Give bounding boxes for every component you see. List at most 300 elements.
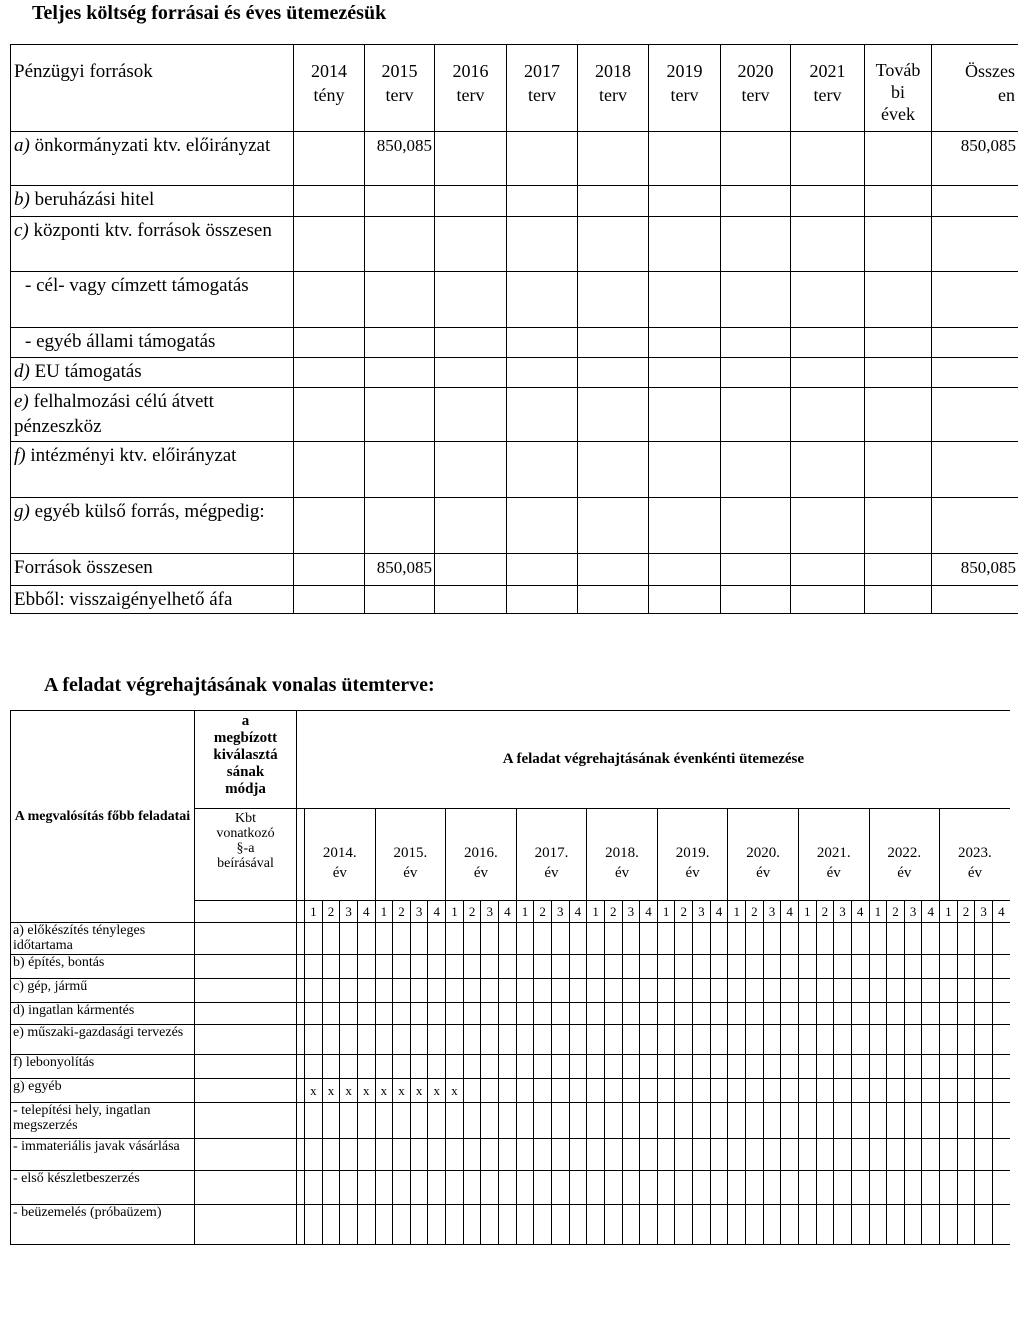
quarter-label: 4: [781, 901, 799, 923]
quarter-cell: [322, 1055, 340, 1079]
quarter-cell: [904, 955, 922, 979]
quarter-cell: [428, 923, 446, 955]
quarter-cell: [728, 1205, 746, 1245]
quarter-cell: [728, 1025, 746, 1055]
quarter-cell: [869, 1003, 887, 1025]
quarter-cell: [446, 1055, 464, 1079]
quarter-cell: [940, 1079, 958, 1103]
quarter-cell: [640, 923, 658, 955]
value-total: 850,085: [932, 554, 1019, 586]
quarter-cell: [816, 923, 834, 955]
quarter-label: 3: [904, 901, 922, 923]
selection-cell: [195, 1171, 297, 1205]
quarter-cell: [410, 1139, 428, 1171]
quarter-cell: [887, 1139, 905, 1171]
task-row: [11, 1055, 1011, 1079]
value-cell: [507, 442, 578, 498]
value-cell: [865, 498, 932, 554]
quarter-cell: [410, 979, 428, 1003]
spacer-cell: [297, 1103, 305, 1139]
quarter-cell: [375, 1055, 393, 1079]
table1-row: [11, 554, 1019, 586]
value-total: [932, 358, 1019, 388]
quarter-cell: [957, 923, 975, 955]
year-label: 2023.: [958, 845, 992, 861]
quarter-cell: [887, 955, 905, 979]
value-cell: [507, 358, 578, 388]
quarter-cell: [481, 955, 499, 979]
quarter-cell: [569, 1025, 587, 1055]
quarter-cell: [904, 979, 922, 1003]
quarter-cell: [763, 979, 781, 1003]
quarter-cell: [851, 1025, 869, 1055]
quarter-cell: [481, 1025, 499, 1055]
value-cell: [294, 186, 365, 217]
quarter-cell: [410, 1171, 428, 1205]
quarter-label: 1: [446, 901, 464, 923]
year-label: 2018.: [605, 845, 639, 861]
quarter-cell: [534, 979, 552, 1003]
quarter-cell: [940, 1103, 958, 1139]
value-cell: [578, 498, 649, 554]
quarter-cell: [322, 1103, 340, 1139]
quarter-cell: [446, 1103, 464, 1139]
quarter-cell: [992, 1171, 1010, 1205]
quarter-cell: [393, 923, 411, 955]
quarter-cell: [569, 1079, 587, 1103]
quarter-cell: [992, 1003, 1010, 1025]
quarter-cell: [393, 1003, 411, 1025]
quarter-cell: [357, 1103, 375, 1139]
selection-cell: [195, 1025, 297, 1055]
year-suffix: év: [756, 865, 771, 881]
source-text: egyéb külső forrás, mégpedig:: [34, 501, 265, 522]
year-suffix: év: [473, 865, 488, 881]
quarter-cell: [992, 923, 1010, 955]
value-cell: [294, 358, 365, 388]
task-label: a) előkészítés tényleges időtartama: [11, 923, 195, 955]
selection-line: kiválasztá: [213, 747, 278, 763]
quarter-cell: [516, 1205, 534, 1245]
quarter-cell: [922, 979, 940, 1003]
source-prefix: e): [14, 391, 29, 412]
value-cell: [578, 328, 649, 358]
quarter-cell: [710, 1003, 728, 1025]
task-label: d) ingatlan kármentés: [11, 1003, 195, 1025]
quarter-cell: [693, 1205, 711, 1245]
task-label: - immateriális javak vásárlása: [11, 1139, 195, 1171]
task-label: - beüzemelés (próbaüzem): [11, 1205, 195, 1245]
quarter-cell: [499, 923, 517, 955]
quarter-cell: [604, 979, 622, 1003]
task-row: [11, 979, 1011, 1003]
value-cell: [294, 328, 365, 358]
source-label: [11, 132, 294, 186]
table1-row: [11, 217, 1019, 272]
quarter-cell: [622, 1055, 640, 1079]
quarter-cell: [675, 1205, 693, 1245]
quarter-cell: [710, 923, 728, 955]
quarter-cell: [534, 923, 552, 955]
header-year: [798, 809, 869, 901]
source-prefix: g): [14, 501, 30, 522]
quarter-cell: [904, 1079, 922, 1103]
quarter-cell: [587, 1103, 605, 1139]
quarter-cell: [357, 1171, 375, 1205]
quarter-label: 3: [410, 901, 428, 923]
quarter-cell: [428, 955, 446, 979]
quarter-cell: [781, 1205, 799, 1245]
quarter-cell: [781, 979, 799, 1003]
header-year: [516, 809, 587, 901]
table1-header-row: [11, 45, 1019, 132]
value-cell: [791, 586, 865, 614]
quarter-cell: [922, 1003, 940, 1025]
quarter-cell: [446, 1003, 464, 1025]
quarter-cell: [710, 1139, 728, 1171]
source-prefix: f): [14, 445, 26, 466]
value-cell: [865, 388, 932, 442]
source-text: - cél- vagy címzett támogatás: [25, 275, 249, 296]
quarter-cell: [728, 1171, 746, 1205]
quarter-cell: [393, 1205, 411, 1245]
source-prefix: c): [14, 220, 29, 241]
quarter-cell: [322, 1205, 340, 1245]
quarter-cell: [834, 979, 852, 1003]
quarter-cell: [710, 1079, 728, 1103]
value-cell: [721, 272, 791, 328]
quarter-cell: [499, 955, 517, 979]
quarter-cell: [975, 1025, 993, 1055]
quarter-cell: [781, 955, 799, 979]
quarter-cell: [587, 1171, 605, 1205]
source-prefix: d): [14, 361, 30, 382]
source-text: beruházási hitel: [34, 189, 155, 210]
task-row: [11, 1025, 1011, 1055]
quarter-label: 4: [357, 901, 375, 923]
value-cell: [791, 328, 865, 358]
quarter-label: 1: [375, 901, 393, 923]
quarter-label: 4: [992, 901, 1010, 923]
quarter-label: 3: [975, 901, 993, 923]
quarter-cell: [569, 1139, 587, 1171]
year-suffix: év: [614, 865, 630, 881]
value-cell: [791, 554, 865, 586]
quarter-cell: [640, 1171, 658, 1205]
quarter-cell: [781, 1079, 799, 1103]
quarter-cell: [851, 979, 869, 1003]
quarter-cell: [587, 1003, 605, 1025]
value-total: [932, 388, 1019, 442]
quarter-cell: [569, 1103, 587, 1139]
quarter-cell: [305, 1205, 323, 1245]
quarter-cell: [622, 1025, 640, 1055]
value-2015: [365, 358, 435, 388]
source-prefix: a): [14, 135, 30, 156]
quarter-cell: [587, 1025, 605, 1055]
quarter-cell: [816, 1171, 834, 1205]
quarter-cell: [622, 1205, 640, 1245]
quarter-cell: [746, 979, 764, 1003]
task-row: [11, 1205, 1011, 1245]
quarter-cell: [763, 1205, 781, 1245]
source-text: - egyéb állami támogatás: [25, 331, 216, 352]
value-cell: [721, 186, 791, 217]
quarter-cell: [305, 1171, 323, 1205]
quarter-cell: [604, 1171, 622, 1205]
quarter-label: 4: [922, 901, 940, 923]
source-label: [11, 358, 294, 388]
value-cell: [294, 217, 365, 272]
quarter-cell: [798, 955, 816, 979]
quarter-cell: [657, 979, 675, 1003]
value-cell: [721, 498, 791, 554]
quarter-cell: [322, 1139, 340, 1171]
year-label: 2022.: [887, 845, 922, 861]
quarter-cell: x: [410, 1079, 428, 1103]
value-cell: [865, 186, 932, 217]
quarter-cell: [393, 1139, 411, 1171]
quarter-cell: [657, 1055, 675, 1079]
quarter-cell: [992, 1103, 1010, 1139]
quarter-cell: [975, 979, 993, 1003]
value-cell: [578, 358, 649, 388]
spacer-cell: [297, 1079, 305, 1103]
header-year-2019: 2019 terv: [649, 45, 721, 132]
quarter-cell: [904, 1003, 922, 1025]
task-label: - telepítési hely, ingatlan megszerzés: [11, 1103, 195, 1139]
quarter-cell: [851, 1079, 869, 1103]
quarter-cell: [622, 923, 640, 955]
value-cell: [791, 132, 865, 186]
value-cell: [294, 132, 365, 186]
quarter-label: 2: [887, 901, 905, 923]
spacer-cell: [297, 1205, 305, 1245]
quarter-cell: [887, 979, 905, 1003]
value-cell: [435, 358, 507, 388]
header-year-2014: 2014 tény: [294, 45, 365, 132]
quarter-cell: [887, 1079, 905, 1103]
quarter-cell: [675, 1003, 693, 1025]
value-cell: [435, 388, 507, 442]
value-cell: [649, 498, 721, 554]
quarter-cell: [622, 1103, 640, 1139]
quarter-cell: [481, 1139, 499, 1171]
quarter-cell: [516, 1103, 534, 1139]
quarter-cell: [499, 1139, 517, 1171]
quarter-cell: [922, 1055, 940, 1079]
quarter-cell: [640, 1139, 658, 1171]
quarter-cell: [763, 1103, 781, 1139]
quarter-cell: [375, 955, 393, 979]
quarter-cell: [922, 1205, 940, 1245]
quarter-cell: [693, 955, 711, 979]
quarter-cell: [763, 1079, 781, 1103]
quarter-cell: [428, 979, 446, 1003]
quarter-cell: [816, 1079, 834, 1103]
quarter-cell: [393, 1025, 411, 1055]
quarter-cell: [781, 1025, 799, 1055]
quarter-cell: [463, 1139, 481, 1171]
quarter-cell: [481, 923, 499, 955]
quarter-cell: [357, 1205, 375, 1245]
quarter-cell: [604, 923, 622, 955]
value-cell: [507, 586, 578, 614]
quarter-cell: [922, 1103, 940, 1139]
quarter-cell: [463, 1003, 481, 1025]
source-text: felhalmozási célú átvett pénzeszköz: [14, 391, 214, 437]
task-label: e) műszaki-gazdasági tervezés: [11, 1025, 195, 1055]
quarter-cell: [305, 1139, 323, 1171]
quarter-cell: [393, 979, 411, 1003]
task-row: [11, 1139, 1011, 1171]
header-further-years: Továb bi évek: [865, 45, 932, 132]
quarter-cell: [746, 1205, 764, 1245]
value-cell: [721, 328, 791, 358]
quarter-cell: [957, 1025, 975, 1055]
header-year: [305, 809, 376, 901]
quarter-cell: [534, 1171, 552, 1205]
quarter-cell: [410, 1003, 428, 1025]
quarter-cell: [834, 1171, 852, 1205]
header-year-2018: 2018 terv: [578, 45, 649, 132]
quarter-cell: [904, 1171, 922, 1205]
quarter-cell: [569, 1003, 587, 1025]
selection-cell: [195, 1205, 297, 1245]
value-cell: [507, 132, 578, 186]
quarter-cell: [534, 1055, 552, 1079]
quarter-cell: [375, 1139, 393, 1171]
value-cell: [865, 554, 932, 586]
quarter-label: 4: [710, 901, 728, 923]
header-year: [940, 809, 1010, 901]
value-cell: [507, 272, 578, 328]
selection-cell: [195, 1139, 297, 1171]
value-2015: [365, 498, 435, 554]
quarter-cell: [869, 1171, 887, 1205]
quarter-cell: [693, 1171, 711, 1205]
quarter-cell: [922, 923, 940, 955]
quarter-cell: [693, 1079, 711, 1103]
quarter-cell: [569, 979, 587, 1003]
quarter-cell: [516, 979, 534, 1003]
quarter-cell: [781, 1055, 799, 1079]
table1-row: [11, 272, 1019, 328]
quarter-cell: [940, 955, 958, 979]
table1-row: [11, 498, 1019, 554]
quarter-cell: [922, 1079, 940, 1103]
quarter-cell: [975, 1055, 993, 1079]
quarter-cell: [375, 923, 393, 955]
value-cell: [649, 358, 721, 388]
value-cell: [507, 498, 578, 554]
quarter-cell: [622, 1139, 640, 1171]
kbt-line: Kbt: [235, 811, 256, 826]
header-selection-method: [195, 711, 297, 809]
quarter-cell: [463, 1171, 481, 1205]
quarter-label: 2: [322, 901, 340, 923]
quarter-cell: [640, 1055, 658, 1079]
quarter-label: 3: [481, 901, 499, 923]
quarter-cell: [463, 1079, 481, 1103]
quarter-cell: [516, 955, 534, 979]
quarter-cell: [904, 1025, 922, 1055]
selection-cell: [195, 1055, 297, 1079]
quarter-cell: [904, 1205, 922, 1245]
quarter-label: 1: [516, 901, 534, 923]
year-label: 2021.: [816, 845, 851, 861]
quarter-cell: [763, 1171, 781, 1205]
selection-cell: [195, 1003, 297, 1025]
year-suffix: év: [544, 865, 559, 881]
header-year: [869, 809, 940, 901]
quarter-cell: [957, 955, 975, 979]
quarter-cell: [851, 955, 869, 979]
quarter-cell: [940, 1205, 958, 1245]
spacer-cell: [297, 809, 305, 901]
quarter-cell: [393, 1103, 411, 1139]
quarter-cell: [622, 1079, 640, 1103]
source-label: [11, 498, 294, 554]
quarter-cell: [551, 1171, 569, 1205]
quarter-cell: [975, 1139, 993, 1171]
quarter-label: 1: [940, 901, 958, 923]
quarter-cell: [992, 955, 1010, 979]
quarter-cell: [463, 1055, 481, 1079]
quarter-cell: [446, 1025, 464, 1055]
quarter-cell: [551, 955, 569, 979]
quarter-cell: [322, 1025, 340, 1055]
quarter-cell: [357, 1003, 375, 1025]
quarter-cell: [834, 1139, 852, 1171]
value-cell: [294, 442, 365, 498]
value-total: [932, 272, 1019, 328]
quarter-cell: [604, 1003, 622, 1025]
quarter-label: 1: [869, 901, 887, 923]
quarter-cell: [393, 955, 411, 979]
quarter-label: 2: [534, 901, 552, 923]
quarter-cell: [551, 1079, 569, 1103]
header-schedule: A feladat végrehajtásának évenkénti ütemezése: [297, 711, 1011, 809]
quarter-cell: [675, 1171, 693, 1205]
quarter-cell: [357, 1139, 375, 1171]
quarter-label: 3: [763, 901, 781, 923]
value-cell: [649, 272, 721, 328]
year-suffix: év: [332, 865, 347, 881]
quarter-cell: [375, 1171, 393, 1205]
quarter-cell: [798, 1003, 816, 1025]
table1-row: [11, 586, 1019, 614]
value-cell: [294, 586, 365, 614]
quarter-cell: [393, 1055, 411, 1079]
quarter-cell: [340, 979, 358, 1003]
quarter-cell: [834, 1205, 852, 1245]
year-label: 2019.: [675, 845, 710, 861]
header-year: [728, 809, 799, 901]
quarter-cell: [798, 923, 816, 955]
value-total: [932, 328, 1019, 358]
quarter-cell: [357, 1055, 375, 1079]
quarter-cell: [869, 1205, 887, 1245]
value-cell: [865, 358, 932, 388]
value-cell: [507, 186, 578, 217]
header-year: [657, 809, 728, 901]
quarter-cell: x: [305, 1079, 323, 1103]
quarter-cell: [551, 979, 569, 1003]
quarter-cell: [305, 1055, 323, 1079]
quarter-cell: [622, 1171, 640, 1205]
quarter-cell: [622, 1003, 640, 1025]
